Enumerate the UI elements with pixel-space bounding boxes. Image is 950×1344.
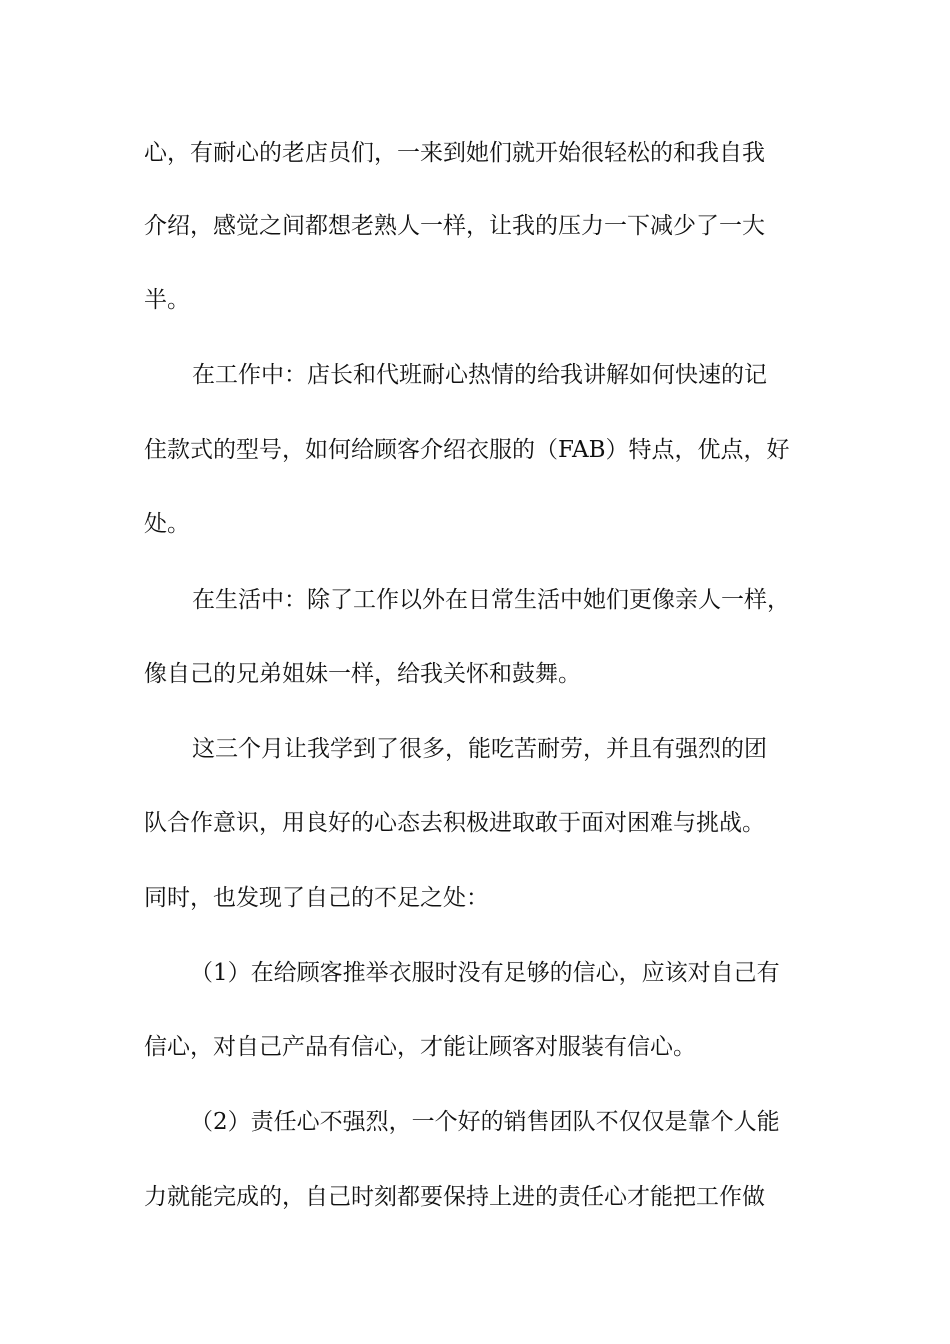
text-line: 心，有耐心的老店员们，一来到她们就开始很轻松的和我自我	[144, 140, 765, 166]
paragraph-start-line: 在生活中：除了工作以外在日常生活中她们更像亲人一样，	[192, 587, 790, 613]
paragraph-start-line: 在工作中：店长和代班耐心热情的给我讲解如何快速的记	[192, 362, 767, 388]
text-line: 像自己的兄弟姐妹一样，给我关怀和鼓舞。	[144, 661, 581, 687]
text-line: 信心，对自己产品有信心，才能让顾客对服装有信心。	[144, 1034, 696, 1060]
text-line: 介绍，感觉之间都想老熟人一样，让我的压力一下减少了一大	[144, 213, 765, 239]
text-line: 同时，也发现了自己的不足之处：	[144, 885, 489, 911]
paragraph-start-line: （1）在给顾客推举衣服时没有足够的信心，应该对自己有	[190, 960, 780, 986]
paragraph-start-line: 这三个月让我学到了很多，能吃苦耐劳，并且有强烈的团	[192, 736, 767, 762]
text-line: 队合作意识，用良好的心态去积极进取敢于面对困难与挑战。	[144, 810, 765, 836]
text-line: 力就能完成的，自己时刻都要保持上进的责任心才能把工作做	[144, 1184, 765, 1210]
text-line: 半。	[144, 287, 190, 313]
text-line: 住款式的型号，如何给顾客介绍衣服的（FAB）特点，优点，好	[144, 437, 790, 463]
text-line: 处。	[144, 511, 190, 537]
paragraph-start-line: （2）责任心不强烈，一个好的销售团队不仅仅是靠个人能	[190, 1109, 780, 1135]
